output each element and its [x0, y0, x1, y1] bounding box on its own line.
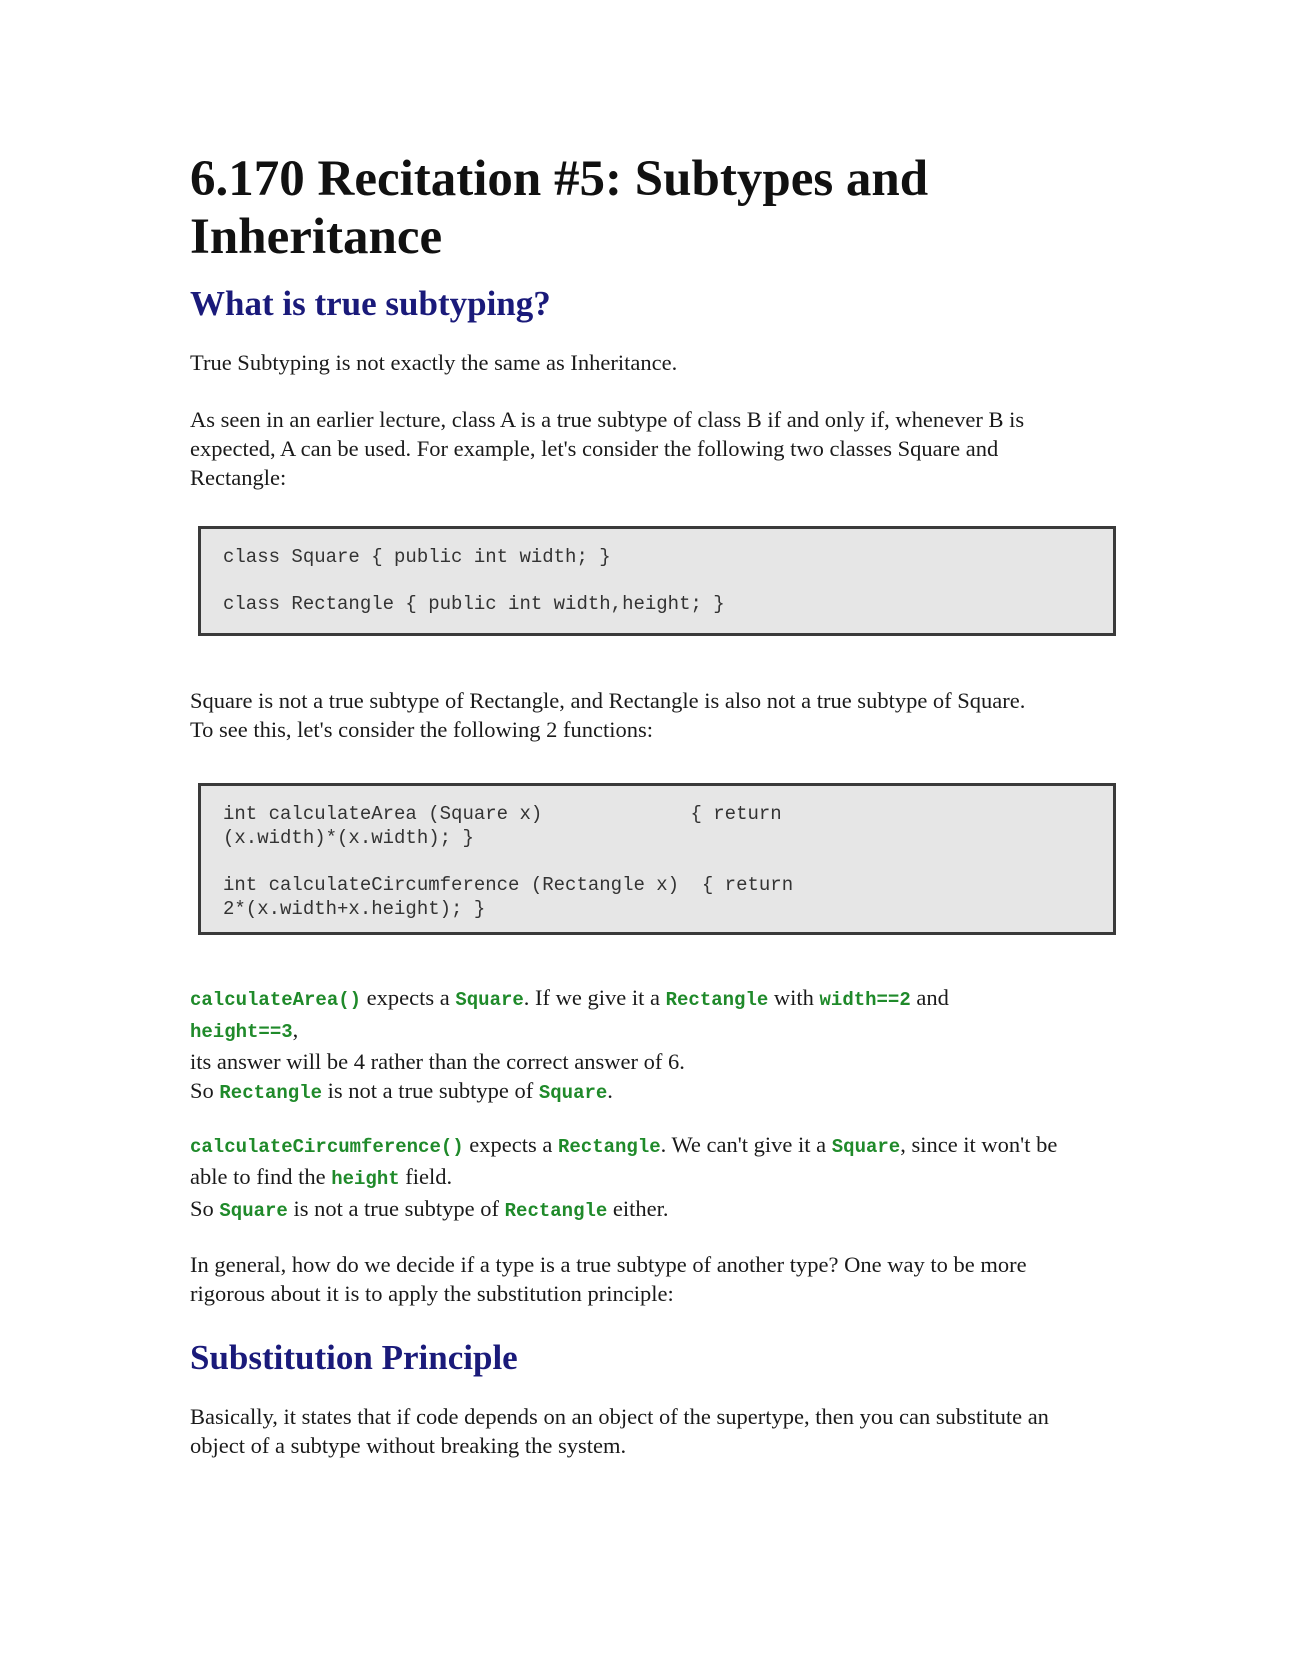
inline-code: Square: [455, 989, 524, 1011]
inline-code: Rectangle: [558, 1136, 661, 1158]
paragraph-text: and: [910, 985, 949, 1010]
inline-code: Rectangle: [219, 1082, 323, 1104]
inline-code: Square: [219, 1200, 288, 1222]
paragraph-text: expects a: [463, 1132, 558, 1157]
paragraph-text: with: [768, 985, 820, 1010]
paragraph-text: its answer will be 4 rather than the correct answer of 6.: [190, 1049, 685, 1074]
paragraph-text: To see this, let's consider the following 2 functions:: [190, 717, 654, 742]
code-line: int calculateArea (Square x) { return: [223, 803, 782, 825]
code-block-classes: [198, 526, 1116, 636]
paragraph-text: , since it won't be able to find the: [190, 1132, 1058, 1189]
paragraph-text: . We can't give it a: [660, 1132, 832, 1157]
section-heading-true-subtyping: What is true subtyping?: [190, 284, 551, 323]
paragraph-text: Square is not a true subtype of Rectangle, and Rectangle is also not a true subtype of Square.: [190, 688, 1026, 713]
inline-code: Square: [538, 1082, 608, 1104]
paragraph-definition: As seen in an earlier lecture, class A is a true subtype of class B if and only if, whenever B is expected, A can be used. For example, let's consider the following two classes Square and Rectangle:: [190, 407, 1025, 490]
paragraph-text: field.: [399, 1164, 453, 1189]
inline-code: width==2: [819, 989, 911, 1011]
inline-code: calculateArea(): [190, 989, 362, 1011]
paragraph-text: either.: [607, 1196, 669, 1221]
paragraph-text: is not a true subtype of: [322, 1078, 539, 1103]
inline-code: calculateCircumference(): [190, 1136, 464, 1158]
code-line: class Square { public int width; }: [223, 546, 611, 568]
paragraph-text: .: [607, 1078, 613, 1103]
code-line: 2*(x.width+x.height); }: [223, 898, 486, 920]
paragraph-text: So: [190, 1078, 220, 1103]
paragraph-intro: True Subtyping is not exactly the same as Inheritance.: [190, 350, 678, 375]
paragraph-text: is not a true subtype of: [287, 1196, 505, 1221]
paragraph-general: In general, how do we decide if a type is a true subtype of another type? One way to be more rigorous about it is to apply the substitution principle:: [190, 1252, 1027, 1306]
paragraph-text: . If we give it a: [523, 985, 666, 1010]
paragraph-text: So: [190, 1196, 220, 1221]
paragraph-substitution: Basically, it states that if code depends on an object of the supertype, then you can substitute an object of a subtype without breaking the system.: [190, 1404, 1049, 1458]
code-line: class Rectangle { public int width,height; }: [223, 593, 725, 615]
paragraph-not-subtype: [190, 686, 1090, 744]
inline-code: Rectangle: [665, 989, 769, 1011]
paragraph-text: expects a: [361, 985, 456, 1010]
code-block-functions: [198, 783, 1116, 935]
paragraph-calculate-circumference: [190, 1130, 1090, 1226]
section-heading-substitution-principle: Substitution Principle: [190, 1338, 518, 1377]
page-title: 6.170 Recitation #5: Subtypes and Inheritance: [190, 151, 929, 265]
paragraph-text: ,: [292, 1017, 299, 1042]
inline-code: height: [331, 1168, 400, 1190]
code-line: int calculateCircumference (Rectangle x) { return: [223, 874, 794, 896]
inline-code: Rectangle: [504, 1200, 608, 1222]
inline-code: Square: [831, 1136, 901, 1158]
paragraph-calculate-area: [190, 983, 1090, 1108]
code-line: (x.width)*(x.width); }: [223, 827, 474, 849]
inline-code: height==3: [190, 1021, 293, 1043]
